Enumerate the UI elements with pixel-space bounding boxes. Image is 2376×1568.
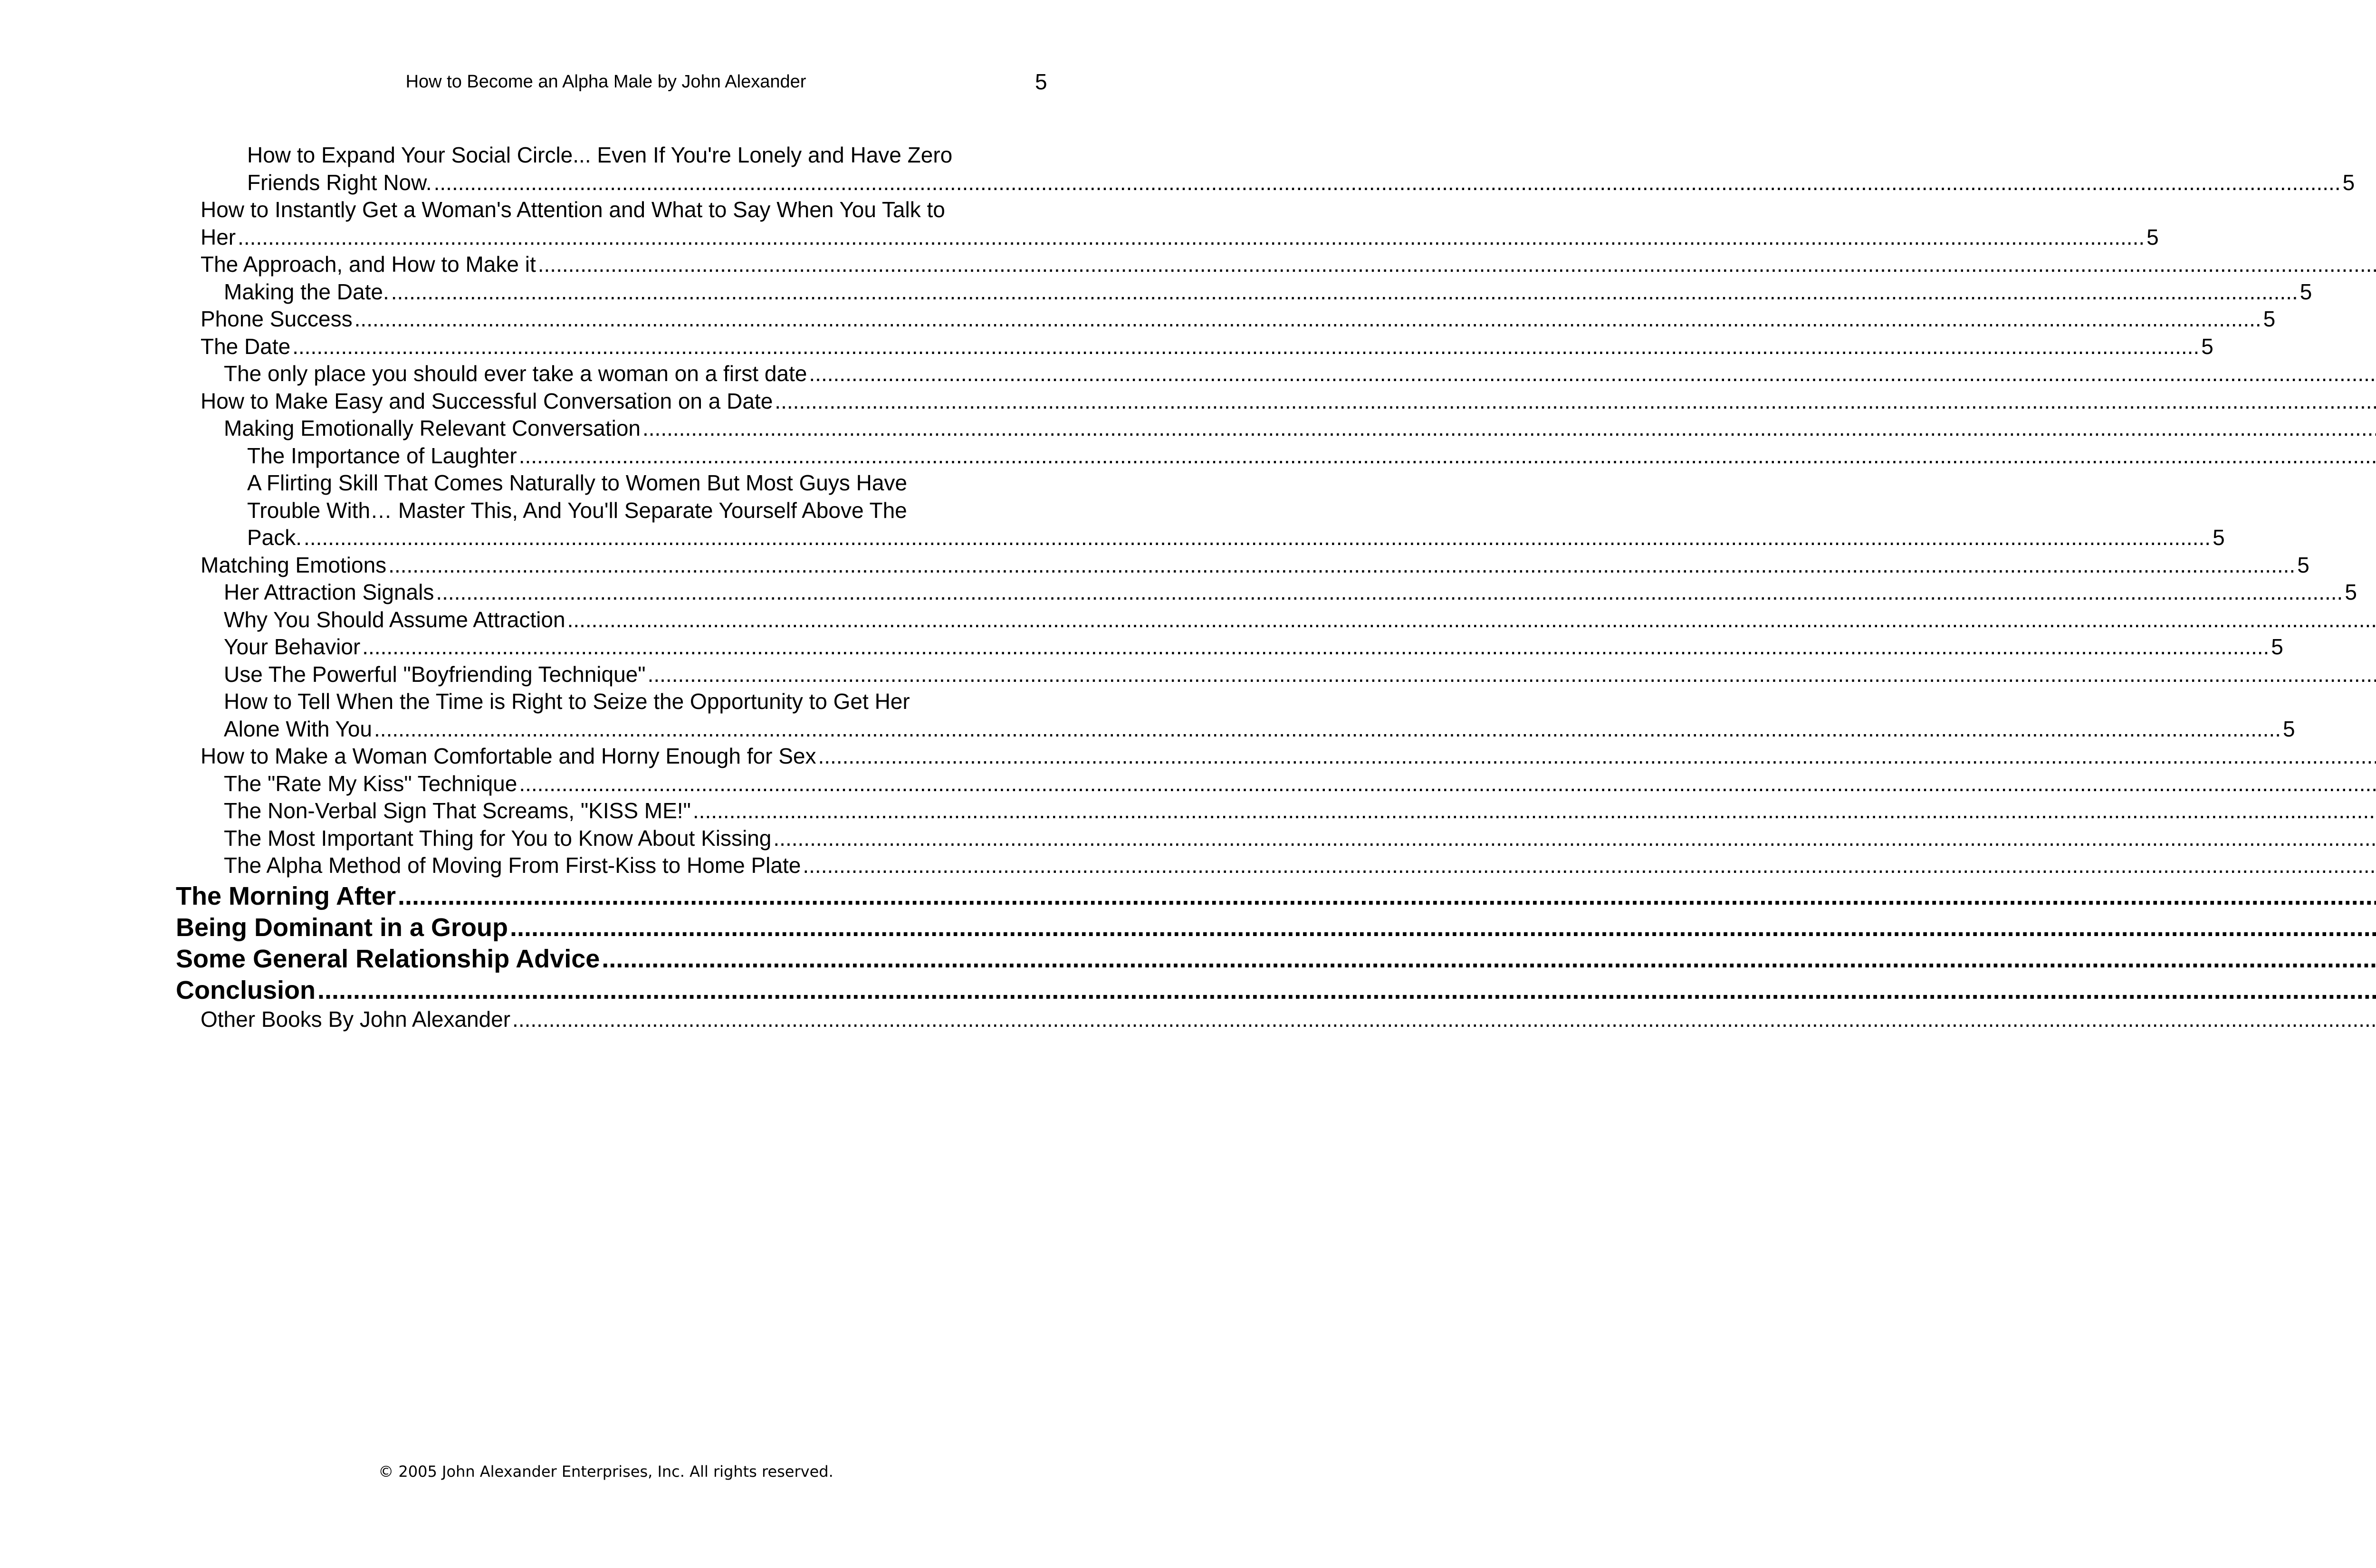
toc-entry-title: The Morning After <box>176 881 396 910</box>
toc-entry[interactable] <box>0 360 1241 388</box>
toc-entry-title: Your Behavior <box>224 634 361 659</box>
toc-entry[interactable] <box>0 579 2357 606</box>
toc-entry-title: Pack. <box>247 525 302 550</box>
dot-leader <box>693 797 2376 825</box>
toc-page-number: 5 <box>2299 279 2312 304</box>
toc-entry-title: The Date <box>201 334 291 359</box>
toc-entry-title: The Non-Verbal Sign That Screams, "KISS ME!" <box>224 798 691 823</box>
table-of-contents <box>0 142 2357 1033</box>
toc-entry-title: How to Make Easy and Successful Conversation on a Date <box>201 388 773 413</box>
toc-entry[interactable] <box>0 633 2283 661</box>
dot-leader <box>602 943 2376 975</box>
toc-entry-title: Some General Relationship Advice <box>176 944 600 973</box>
dot-leader <box>803 852 2376 880</box>
toc-page-number: 5 <box>2213 525 2225 550</box>
dot-leader <box>510 912 2376 943</box>
toc-entry-title: Friends Right Now. <box>247 170 432 195</box>
toc-entry[interactable] <box>0 306 2276 333</box>
toc-page-number: 5 <box>2201 334 2213 359</box>
toc-entry-title: Conclusion <box>176 975 316 1004</box>
dot-leader <box>809 360 2376 388</box>
toc-entry[interactable] <box>0 880 1193 912</box>
toc-entry[interactable] <box>0 442 1264 470</box>
dot-leader <box>436 579 2343 606</box>
toc-entry-title: Alone With You <box>224 716 373 741</box>
toc-entry-title: The Most Important Thing for You to Know About Kissing <box>224 825 772 851</box>
toc-entry[interactable] <box>0 415 1241 442</box>
copyright-footer: © 2005 John Alexander Enterprises, Inc. All rights reserved. <box>378 1463 834 1481</box>
toc-entry-title: Making the Date. <box>224 279 389 304</box>
toc-entry[interactable] <box>0 469 2225 552</box>
dot-leader <box>304 524 2211 552</box>
dot-leader <box>642 415 2376 442</box>
toc-entry-title-line: How to Instantly Get a Woman's Attention and What to Say When You Talk to <box>201 197 945 222</box>
dot-leader <box>354 306 2261 333</box>
toc-entry-title: Why You Should Assume Attraction <box>224 607 565 632</box>
dot-leader <box>567 606 2376 634</box>
toc-entry-title: Her <box>201 224 236 249</box>
toc-page-number: 5 <box>2345 580 2357 604</box>
toc-entry-title-line: How to Tell When the Time is Right to Seize the Opportunity to Get Her <box>224 689 910 714</box>
toc-entry-title-line: How to Expand Your Social Circle... Even If You're Lonely and Have Zero <box>247 143 953 167</box>
toc-page-number: 5 <box>2263 306 2276 331</box>
toc-entry-title: Matching Emotions <box>201 552 387 577</box>
toc-entry-title: The Approach, and How to Make it <box>201 252 536 277</box>
toc-entry[interactable] <box>0 278 2312 306</box>
dot-leader <box>434 169 2341 197</box>
toc-entry[interactable] <box>0 333 2213 361</box>
toc-entry[interactable] <box>0 661 1241 688</box>
toc-entry-title: Being Dominant in a Group <box>176 913 508 942</box>
toc-entry[interactable] <box>0 912 1193 943</box>
toc-entry[interactable] <box>0 797 1241 825</box>
toc-entry[interactable] <box>0 975 1193 1006</box>
dot-leader <box>775 388 2376 415</box>
toc-entry[interactable] <box>0 142 2355 196</box>
dot-leader <box>773 825 2376 852</box>
toc-entry[interactable] <box>0 852 1241 880</box>
dot-leader <box>391 278 2298 306</box>
toc-entry-title: The Alpha Method of Moving From First-Kiss to Home Plate <box>224 853 801 878</box>
dot-leader <box>388 552 2295 579</box>
toc-entry-title: Phone Success <box>201 306 353 331</box>
dot-leader <box>238 224 2145 251</box>
toc-entry-title-line: A Flirting Skill That Comes Naturally to Women But Most Guys Have <box>247 470 908 495</box>
toc-entry-title: The Importance of Laughter <box>247 443 517 468</box>
toc-entry[interactable] <box>0 251 1217 278</box>
toc-entry-title-line: Trouble With… Master This, And You'll Separate Yourself Above The <box>247 497 907 523</box>
dot-leader <box>292 333 2199 361</box>
dot-leader <box>317 975 2376 1006</box>
dot-leader <box>519 442 2376 470</box>
toc-entry[interactable] <box>0 1006 1217 1033</box>
toc-entry[interactable] <box>0 606 1241 634</box>
dot-leader <box>398 880 2376 912</box>
toc-entry[interactable] <box>0 770 1241 798</box>
toc-entry[interactable] <box>0 825 1241 852</box>
toc-entry[interactable] <box>0 943 1193 975</box>
toc-entry[interactable] <box>0 688 2295 743</box>
toc-page-number: 5 <box>2297 552 2309 577</box>
running-header-title: How to Become an Alpha Male by John Alexander <box>405 72 806 92</box>
toc-page-number: 5 <box>2342 170 2355 195</box>
toc-entry-title: The "Rate My Kiss" Technique <box>224 771 517 796</box>
dot-leader <box>648 661 2376 688</box>
page-number: 5 <box>1035 69 1047 94</box>
toc-entry[interactable] <box>0 388 1217 415</box>
toc-page-number: 5 <box>2146 224 2159 249</box>
toc-entry[interactable] <box>0 196 2159 251</box>
toc-entry-title: Other Books By John Alexander <box>201 1006 511 1032</box>
toc-entry[interactable] <box>0 743 1217 770</box>
toc-entry-title: Making Emotionally Relevant Conversation <box>224 416 641 440</box>
dot-leader <box>362 633 2269 661</box>
toc-entry-title: Use The Powerful "Boyfriending Technique" <box>224 661 646 687</box>
dot-leader <box>519 770 2376 798</box>
toc-entry-title: The only place you should ever take a woman on a first date <box>224 361 807 386</box>
toc-page-number: 5 <box>2283 716 2295 741</box>
toc-entry-title: Her Attraction Signals <box>224 580 434 604</box>
dot-leader <box>512 1006 2376 1033</box>
dot-leader <box>818 743 2376 770</box>
dot-leader <box>374 716 2281 743</box>
toc-page-number: 5 <box>2271 634 2283 659</box>
toc-entry[interactable] <box>0 552 2309 579</box>
toc-entry-title: How to Make a Woman Comfortable and Horny Enough for Sex <box>201 744 816 768</box>
dot-leader <box>538 251 2376 278</box>
